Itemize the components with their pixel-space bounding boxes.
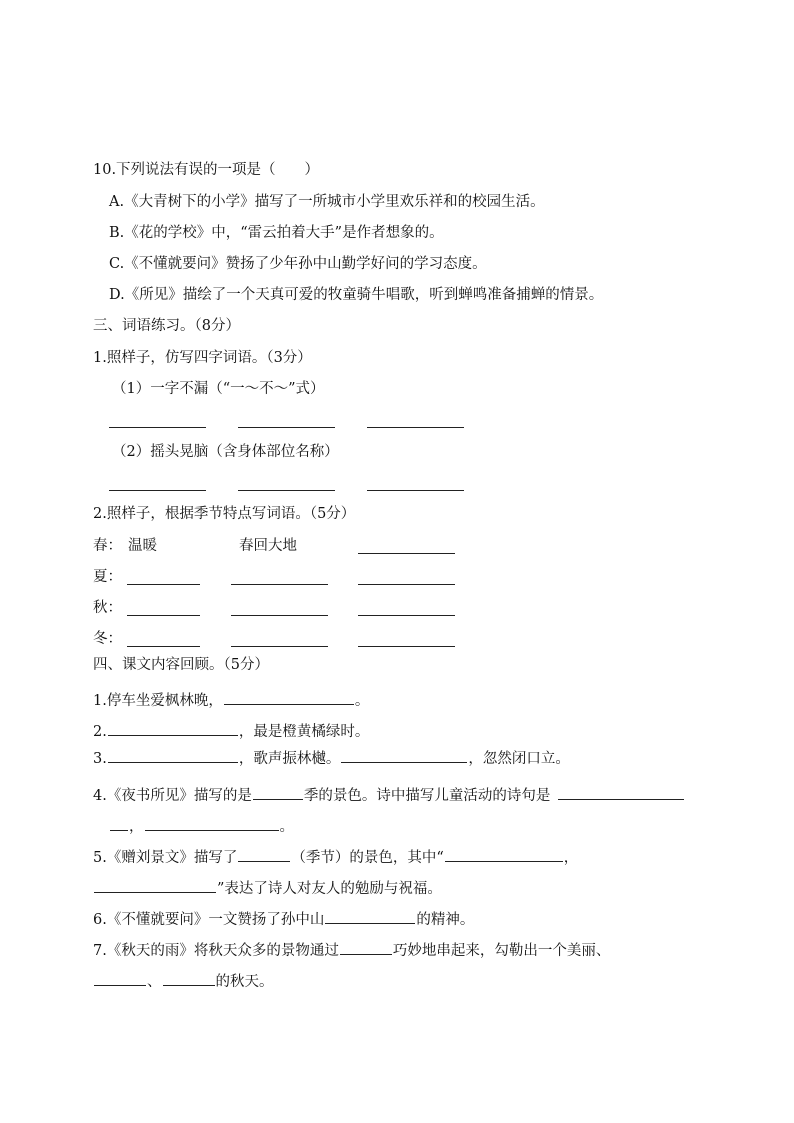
season-label-summer: 夏： (93, 569, 122, 585)
question-text: 季的景色。诗中描写儿童活动的诗句是 (303, 788, 551, 804)
answer-blank[interactable] (238, 847, 290, 862)
answer-blank[interactable] (145, 816, 279, 831)
answer-blank[interactable] (231, 583, 328, 585)
poem-line-text: 3. (93, 751, 107, 767)
answer-blank[interactable] (163, 971, 215, 986)
question-text: 5.《赠刘景文》描写了 (93, 850, 238, 866)
answer-blank[interactable] (558, 785, 684, 800)
question-text: 的精神。 (416, 912, 475, 928)
answer-blank[interactable] (238, 426, 335, 428)
answer-blank[interactable] (340, 940, 392, 955)
s4-item-1 (93, 690, 369, 711)
answer-blank[interactable] (110, 816, 128, 831)
poem-line-text: 。 (354, 693, 370, 709)
q10-option-d: D.《所见》描绘了一个天真可爱的牧童骑牛唱歌，听到蝉鸣准备捕蝉的情景。 (109, 287, 604, 303)
q10-option-b: B.《花的学校》中，“雷云拍着大手”是作者想象的。 (109, 225, 444, 241)
poem-line-text: ，忽然闭口立。 (468, 751, 570, 767)
answer-blank[interactable] (325, 909, 415, 924)
q10-option-a: A.《大青树下的小学》描写了一所城市小学里欢乐祥和的校园生活。 (109, 194, 545, 210)
poem-line-text: 2. (93, 724, 107, 740)
question-text: 的秋天。 (215, 974, 274, 990)
q10-stem: 10.下列说法有误的一项是（ ） (93, 162, 320, 178)
season-label-spring: 春： (93, 538, 122, 554)
q10-option-c: C.《不懂就要问》赞扬了少年孙中山勤学好问的学习态度。 (109, 256, 487, 272)
s3-q2-stem: 2.照样子，根据季节特点写词语。（5分） (93, 506, 356, 522)
season-label-autumn: 秋： (93, 600, 122, 616)
question-text: 。 (279, 819, 294, 835)
s4-item-6 (93, 909, 474, 930)
answer-blank[interactable] (109, 489, 206, 491)
poem-line-text: ，最是橙黄橘绿时。 (238, 724, 370, 740)
answer-blank[interactable] (94, 971, 146, 986)
question-text: 7.《秋天的雨》将秋天众多的景物通过 (93, 943, 339, 959)
question-text: ， (129, 819, 144, 835)
question-text: 6.《不懂就要问》一文赞扬了孙中山 (93, 912, 325, 928)
question-text: ， (563, 850, 579, 866)
answer-blank[interactable] (94, 878, 216, 893)
s4-item-5-cont (93, 878, 442, 899)
answer-blank[interactable] (367, 489, 464, 491)
answer-blank[interactable] (108, 721, 238, 736)
answer-blank[interactable] (358, 552, 455, 554)
answer-blank[interactable] (127, 645, 200, 647)
answer-blank[interactable] (127, 614, 200, 616)
s4-item-5 (93, 847, 578, 868)
answer-blank[interactable] (367, 426, 464, 428)
answer-blank[interactable] (108, 748, 238, 763)
question-text: （季节）的景色，其中“ (291, 850, 444, 866)
spring-example-phrase: 春回大地 (239, 538, 297, 554)
poem-line-text: 1.停车坐爱枫林晚， (93, 693, 223, 709)
s4-item-4-cont (109, 816, 294, 837)
question-text: 、 (147, 974, 162, 990)
answer-blank[interactable] (358, 614, 455, 616)
answer-blank[interactable] (238, 489, 335, 491)
question-text: 4.《夜书所见》描写的是 (93, 788, 252, 804)
question-text: ”表达了诗人对友人的勉励与祝福。 (217, 881, 442, 897)
poem-line-text: ，歌声振林樾。 (238, 751, 341, 767)
answer-blank[interactable] (224, 690, 354, 705)
section3-title: 三、词语练习。（8分） (93, 318, 240, 334)
s4-item-3 (93, 748, 570, 769)
answer-blank[interactable] (341, 748, 467, 763)
s4-item-2 (93, 721, 369, 742)
question-text: 巧妙地串起来，勾勒出一个美丽、 (392, 943, 611, 959)
answer-blank[interactable] (127, 583, 200, 585)
answer-blank[interactable] (231, 614, 328, 616)
answer-blank[interactable] (358, 645, 455, 647)
section4-title: 四、课文内容回顾。（5分） (93, 657, 269, 673)
s3-q1-stem: 1.照样子，仿写四字词语。（3分） (93, 350, 312, 366)
answer-blank[interactable] (358, 583, 455, 585)
s4-item-7 (93, 940, 610, 961)
s4-item-7-cont (93, 971, 274, 992)
answer-blank[interactable] (253, 785, 303, 800)
answer-blank[interactable] (445, 847, 563, 862)
s3-q1-sub1: （1）一字不漏（“一～不～”式） (112, 381, 325, 397)
spring-example-word: 温暖 (128, 538, 157, 554)
s3-q1-sub2: （2）摇头晃脑（含身体部位名称） (112, 444, 339, 460)
s4-item-4 (93, 785, 685, 806)
answer-blank[interactable] (231, 645, 328, 647)
season-label-winter: 冬： (93, 631, 122, 647)
answer-blank[interactable] (109, 426, 206, 428)
